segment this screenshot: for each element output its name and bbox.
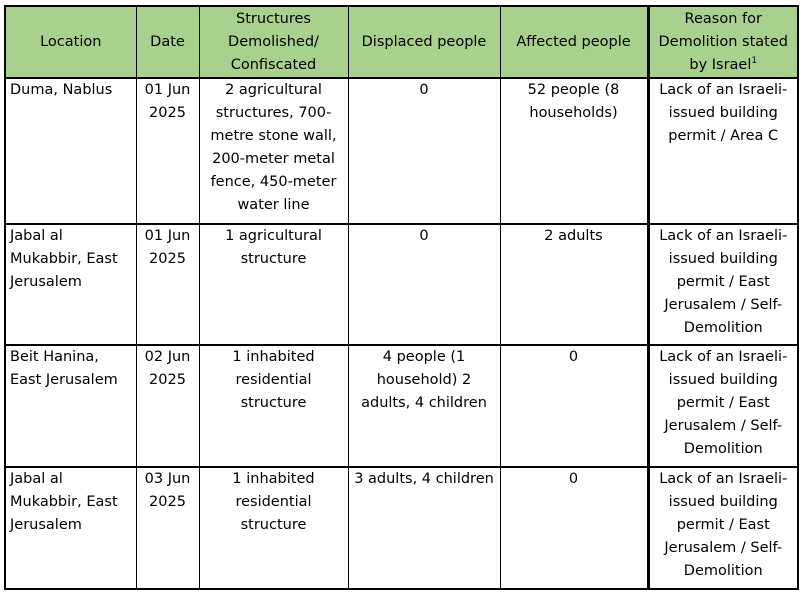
cell-affected: 0 [500,345,648,467]
cell-date: 03 Jun 2025 [136,467,199,589]
cell-location: Jabal al Mukabbir, East Jerusalem [5,467,136,589]
cell-location: Duma, Nablus [5,78,136,224]
header-displaced: Displaced people [348,6,500,78]
cell-displaced: 0 [348,78,500,224]
cell-location: Jabal al Mukabbir, East Jerusalem [5,224,136,346]
cell-affected: 0 [500,467,648,589]
cell-structures: 1 agricultural structure [199,224,348,346]
cell-affected: 52 people (8 households) [500,78,648,224]
cell-reason: Lack of an Israeli-issued building permit / East Jerusalem / Self-Demolition [648,467,798,589]
header-reason-text: Reason for Demolition stated by Israel [658,10,788,73]
header-reason [648,6,798,78]
cell-displaced: 0 [348,224,500,346]
cell-reason: Lack of an Israeli-issued building permit / East Jerusalem / Self-Demolition [648,345,798,467]
cell-location: Beit Hanina, East Jerusalem [5,345,136,467]
table-row [5,224,798,346]
cell-reason: Lack of an Israeli-issued building permit / Area C [648,78,798,224]
cell-structures: 2 agricultural structures, 700-metre stone wall, 200-meter metal fence, 450-meter water line [199,78,348,224]
cell-structures: 1 inhabited residential structure [199,467,348,589]
header-location: Location [5,6,136,78]
footnote-marker: 1 [751,55,758,66]
cell-affected: 2 adults [500,224,648,346]
cell-structures: 1 inhabited residential structure [199,345,348,467]
header-structures: Structures Demolished/ Confiscated [199,6,348,78]
table-row [5,78,798,224]
cell-date: 01 Jun 2025 [136,78,199,224]
cell-date: 01 Jun 2025 [136,224,199,346]
cell-reason: Lack of an Israeli-issued building permit / East Jerusalem / Self-Demolition [648,224,798,346]
cell-displaced: 3 adults, 4 children [348,467,500,589]
cell-displaced: 4 people (1 household) 2 adults, 4 children [348,345,500,467]
table-row [5,467,798,589]
header-affected: Affected people [500,6,648,78]
table-row [5,345,798,467]
demolitions-table [4,5,799,590]
cell-date: 02 Jun 2025 [136,345,199,467]
header-row [5,6,798,78]
header-date: Date [136,6,199,78]
